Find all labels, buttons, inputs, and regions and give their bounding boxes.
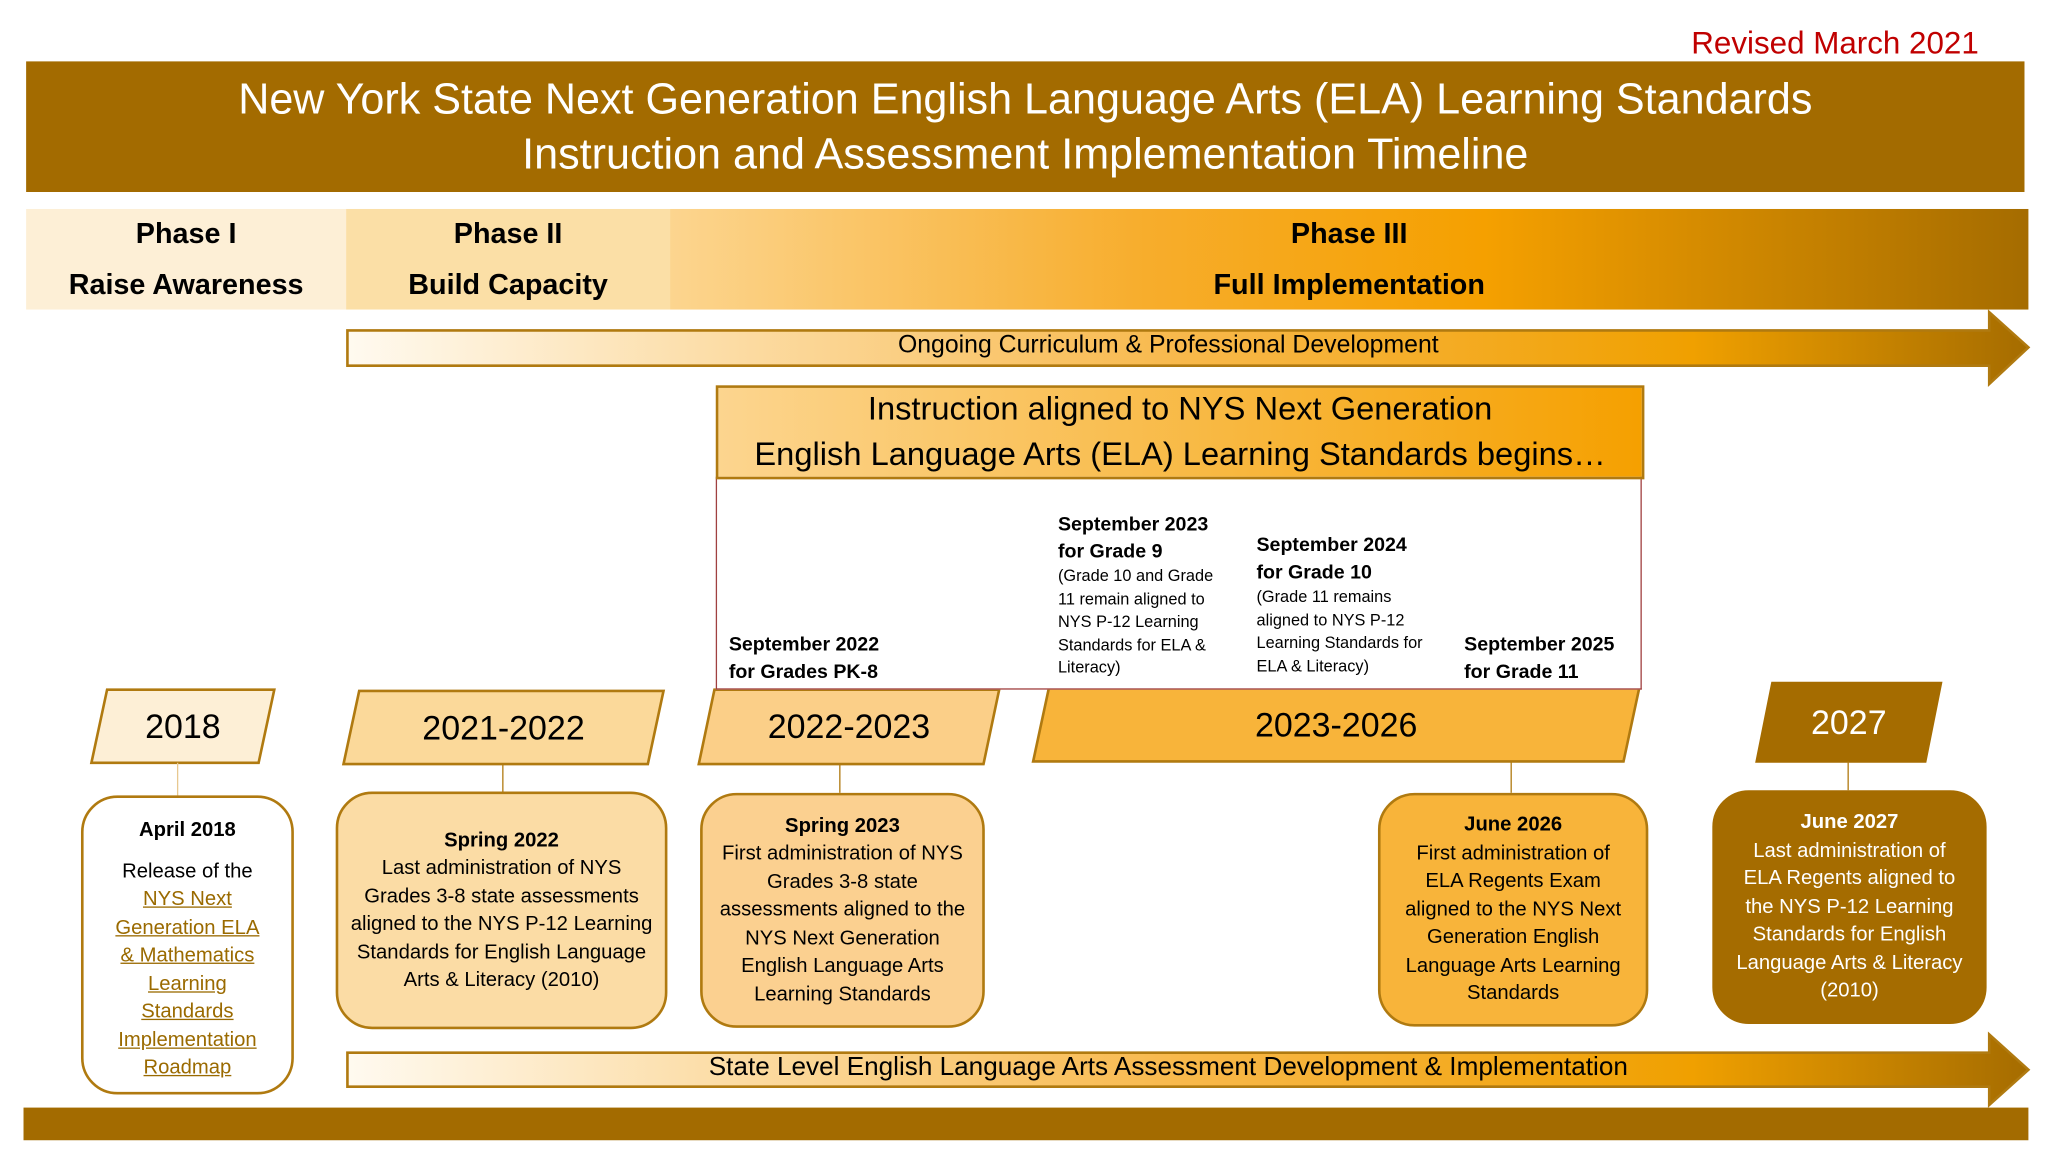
title-line-1: New York State Next Generation English Language Arts (ELA) Learning Standards — [238, 74, 1813, 123]
instruction-header — [716, 385, 1645, 479]
event-june-2027 — [1712, 790, 1986, 1024]
phase-name: Phase III — [1290, 217, 1408, 250]
start-sep-2023 — [1058, 511, 1234, 680]
phase-label: Raise Awareness — [68, 267, 304, 301]
title-line-2: Instruction and Assessment Implementation Timeline — [522, 129, 1529, 178]
start-sub: for Grades PK-8 — [728, 660, 878, 684]
start-sub: for Grade 10 — [1256, 561, 1372, 584]
start-title: September 2024 — [1256, 534, 1407, 557]
event-title: April 2018 — [139, 818, 236, 842]
revised-date: Revised March 2021 — [1691, 26, 1979, 62]
phase-name: Phase I — [135, 217, 237, 250]
year-2022-2023: 2022-2023 — [767, 706, 931, 746]
event-title: June 2027 — [1800, 811, 1899, 834]
roadmap-link[interactable]: NYS Next Generation ELA & Mathematics Learning Standards Implementation Roadmap — [115, 888, 260, 1079]
start-note: (Grade 11 remains aligned to NYS P-12 Learning Standards for ELA & Literacy) — [1256, 587, 1423, 675]
start-title: September 2025 — [1464, 633, 1615, 656]
start-title: September 2022 — [728, 633, 880, 656]
event-text: Release of the — [122, 860, 253, 883]
event-june-2026 — [1378, 793, 1648, 1027]
event-text: Last administration of NYS Grades 3-8 state assessments aligned to the NYS P-12 Learning Standards for English Language Arts & Literacy (2010) — [350, 856, 653, 992]
event-title: June 2026 — [1464, 814, 1563, 837]
bottom-arrow-label: State Level English Language Arts Assessment Development & Implementation — [708, 1052, 1628, 1082]
event-title: Spring 2023 — [785, 814, 900, 837]
event-text: First administration of ELA Regents Exam aligned to the NYS Next Generation English Language Arts Learning Standards — [1405, 842, 1622, 1005]
event-text: Last administration of ELA Regents aligned to the NYS P-12 Learning Standards for English Language Arts & Literacy (2010) — [1736, 839, 1963, 1003]
event-april-2018 — [81, 795, 294, 1094]
event-title: Spring 2022 — [444, 828, 559, 851]
top-arrow-label: Ongoing Curriculum & Professional Development — [897, 331, 1439, 360]
year-2018: 2018 — [145, 705, 221, 746]
start-sep-2024 — [1256, 532, 1445, 678]
event-spring-2023 — [700, 793, 985, 1028]
start-sep-2022 — [729, 631, 925, 686]
footer-bar — [24, 1108, 2029, 1141]
start-sub: for Grade 9 — [1057, 540, 1163, 563]
start-title: September 2023 — [1057, 513, 1209, 536]
phase-name: Phase II — [453, 217, 563, 250]
year-2023-2026: 2023-2026 — [1254, 704, 1418, 744]
start-sub: for Grade 11 — [1464, 660, 1579, 684]
instruction-line-2: English Language Arts (ELA) Learning Standards begins… — [754, 436, 1606, 473]
phase-label: Full Implementation — [1213, 267, 1485, 301]
phase-label: Build Capacity — [408, 267, 608, 301]
event-text: First administration of NYS Grades 3-8 state assessments aligned to the NYS Next Generation English Language Arts Learning Standards — [719, 842, 966, 1006]
year-2027: 2027 — [1811, 702, 1887, 742]
start-sep-2025 — [1464, 631, 1640, 686]
instruction-line-1: Instruction aligned to NYS Next Generation — [867, 390, 1493, 428]
year-2021-2022: 2021-2022 — [422, 707, 585, 747]
start-note: (Grade 10 and Grade 11 remain aligned to NYS P-12 Learning Standards for ELA & Literacy) — [1057, 566, 1214, 677]
event-spring-2022 — [336, 792, 668, 1030]
